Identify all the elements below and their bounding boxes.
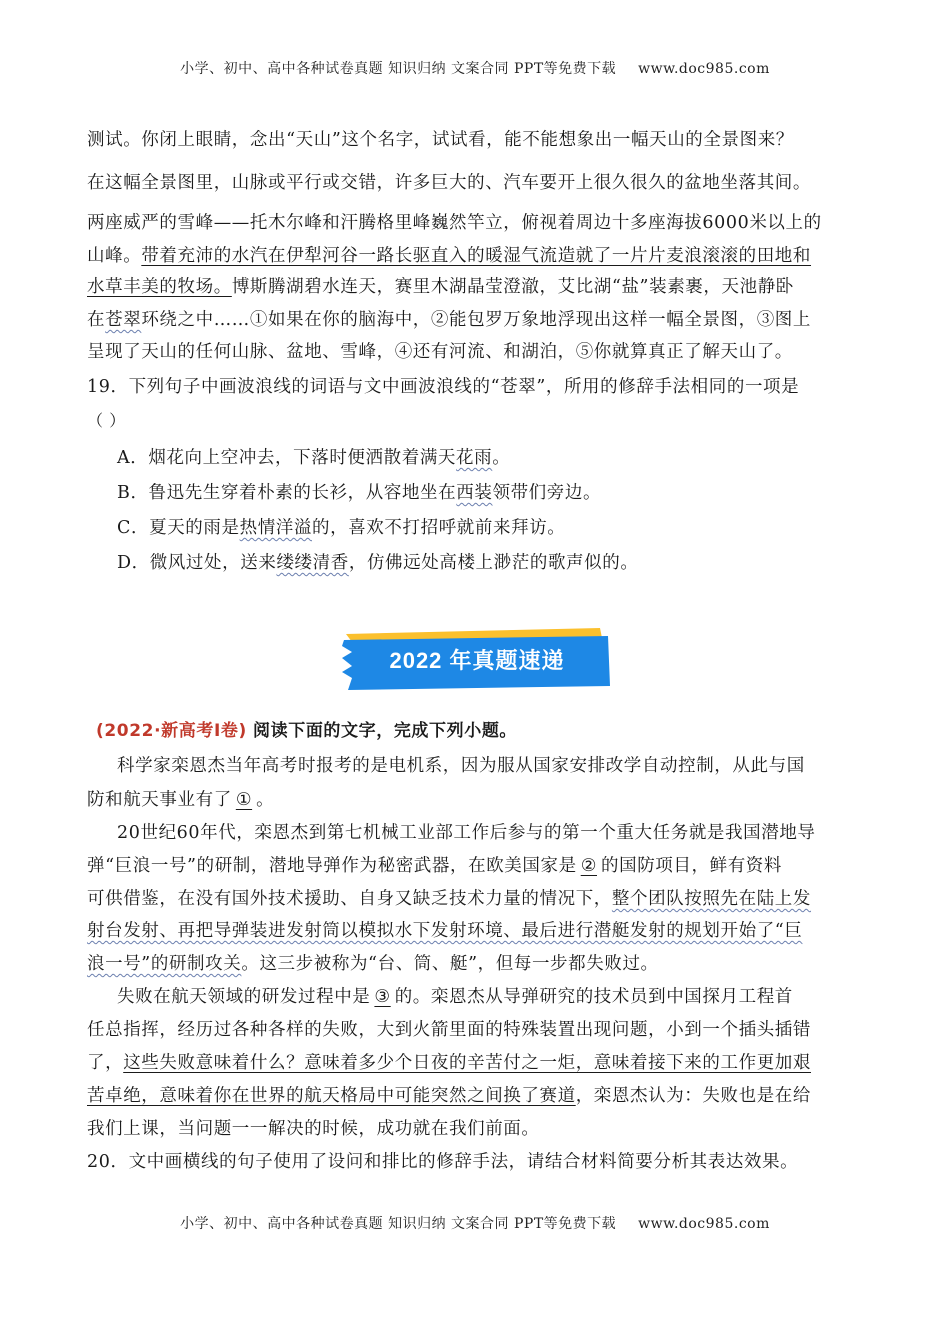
question-19-stem: 19．下列句子中画波浪线的词语与文中画波浪线的“苍翠”，所用的修辞手法相同的一项是 [87,377,800,397]
passage2-line: 我们上课，当问题一一解决的时候，成功就在我们前面。 [87,1119,540,1139]
blank-2: ② [580,856,597,876]
text-segment: 。 [256,790,275,810]
wavy-sentence: 浪一号”的研制攻关 [87,954,242,974]
passage1-line: 两座威严的雪峰——托木尔峰和汗腾格里峰巍然竿立，俯视着周边十多座海拔6000米以上的 [87,213,822,233]
wavy-word: 热情洋溢 [239,518,312,538]
option-a[interactable] [117,444,510,469]
instruction: 阅读下面的文字，完成下列小题。 [253,721,518,741]
text-segment: 在 [87,310,106,330]
text-segment: ，仿佛远处高楼上渺茫的歌声似的。 [348,553,639,573]
header-text: 小学、初中、高中各种试卷真题 知识归纳 文案合同 PPT等免费下载 [180,61,617,77]
text-segment: 。这三步被称为“台、筒、艇”，但每一步都失败过。 [241,954,659,974]
passage1-line [87,273,794,298]
footer-url: www.doc985.com [638,1216,770,1232]
option-d[interactable] [117,549,638,574]
passage2-line [87,1049,811,1074]
wavy-sentence: 射台发射、再把导弹装进发射筒以模拟水下发射环境、最后进行潜艇发射的规划开始了“巨 [87,921,803,941]
passage2-line [87,1082,811,1107]
underlined-sentence: 水草丰美的牧场。 [87,277,232,297]
passage2-line [87,786,274,811]
passage2-line: 20世纪60年代，栾恩杰到第七机械工业部工作后参与的第一个重大任务就是我国潜地导 [117,823,816,843]
section-banner [340,628,614,692]
passage1-line: 测试。你闭上眼睛，念出“天山”这个名字，试试看，能不能想象出一幅天山的全景图来？ [87,130,794,150]
option-b[interactable] [117,479,601,504]
page-header [0,58,950,78]
passage1-line: 在这幅全景图里，山脉或平行或交错，许多巨大的、汽车要开上很久很久的盆地坐落其间。 [87,173,811,193]
text-segment: 的，喜欢不打招呼就前来拜访。 [312,518,566,538]
text-segment: 山峰。 [87,246,142,266]
passage1-line [87,306,811,331]
text-segment: 弹“巨浪一号”的研制，潜地导弹作为秘密武器，在欧美国家是 [87,856,577,876]
answer-paren: （ ） [87,411,126,430]
passage2-line [87,917,802,942]
wavy-word: 西装 [456,483,493,503]
banner-title: 2022 年真题速递 [389,648,565,673]
passage2-line: 科学家栾恩杰当年高考时报考的是电机系，因为服从国家安排改学自动控制，从此与国 [117,756,805,776]
text-segment: D．微风过处，送来 [117,553,277,573]
text-segment: 的国防项目，鲜有资料 [601,856,782,876]
text-segment: B．鲁迅先生穿着朴素的长衫，从容地坐在 [117,483,457,503]
passage2-line [87,885,811,910]
passage2-line [117,983,793,1008]
text-segment: 防和航天事业有了 [87,790,232,810]
question-20-stem: 20．文中画横线的句子使用了设问和排比的修辞手法，请结合材料简要分析其表达效果。 [87,1152,799,1172]
source-line [96,716,517,741]
text-segment: 的。栾恩杰从导弹研究的技术员到中国探月工程首 [394,987,793,1007]
header-url: www.doc985.com [638,61,770,77]
text-segment: 领带们旁边。 [492,483,602,503]
passage2-line [87,950,659,975]
wavy-word: 花雨 [456,448,493,468]
blank-3: ③ [374,987,391,1007]
text-segment: A．烟花向上空冲去，下落时便洒散着满天 [117,448,457,468]
wavy-sentence: 整个团队按照先在陆上发 [611,889,812,909]
underlined-sentence: 带着充沛的水汽在伊犁河谷一路长驱直入的暖湿气流造就了一片片麦浪滚滚的田地和 [141,246,812,266]
text-segment: 可供借鉴，在没有国外技术援助、自身又缺乏技术力量的情况下， [87,889,612,909]
underlined-sentence: 苦卓绝，意味着你在世界的航天格局中可能突然之间换了赛道 [87,1086,576,1106]
text-segment: 失败在航天领域的研发过程中是 [117,987,371,1007]
passage2-line [87,852,782,877]
footer-text: 小学、初中、高中各种试卷真题 知识归纳 文案合同 PPT等免费下载 [180,1216,617,1232]
passage1-line: 呈现了天山的任何山脉、盆地、雪峰，④还有河流、和湖泊，⑤你就算真正了解天山了。 [87,342,793,362]
text-segment: ，栾恩杰认为：失败也是在给 [575,1086,812,1106]
source-tag: (2022·新高考Ⅰ卷) [96,721,247,741]
text-segment: 博斯腾湖碧水连天，赛里木湖晶莹澄澈，艾比湖“盐”装素裹，天池静卧 [231,277,794,297]
underlined-sentence: 这些失败意味着什么？意味着多少个日夜的辛苦付之一炬，意味着接下来的工作更加艰 [123,1053,811,1073]
text-segment: 。 [492,448,511,468]
text-segment: 环绕之中……①如果在你的脑海中，②能包罗万象地浮现出这样一幅全景图，③图上 [141,310,812,330]
page-footer [0,1213,950,1233]
wavy-word-cangcui: 苍翠 [105,310,142,330]
passage1-line [87,242,811,267]
text-segment: 了， [87,1053,124,1073]
blank-1: ① [235,790,253,810]
option-c[interactable] [117,514,565,539]
text-segment: C．夏天的雨是 [117,518,240,538]
passage2-line: 任总指挥，经历过各种各样的失败，大到火箭里面的特殊装置出现问题，小到一个插头插错 [87,1020,811,1040]
wavy-word: 缕缕清香 [276,553,349,573]
